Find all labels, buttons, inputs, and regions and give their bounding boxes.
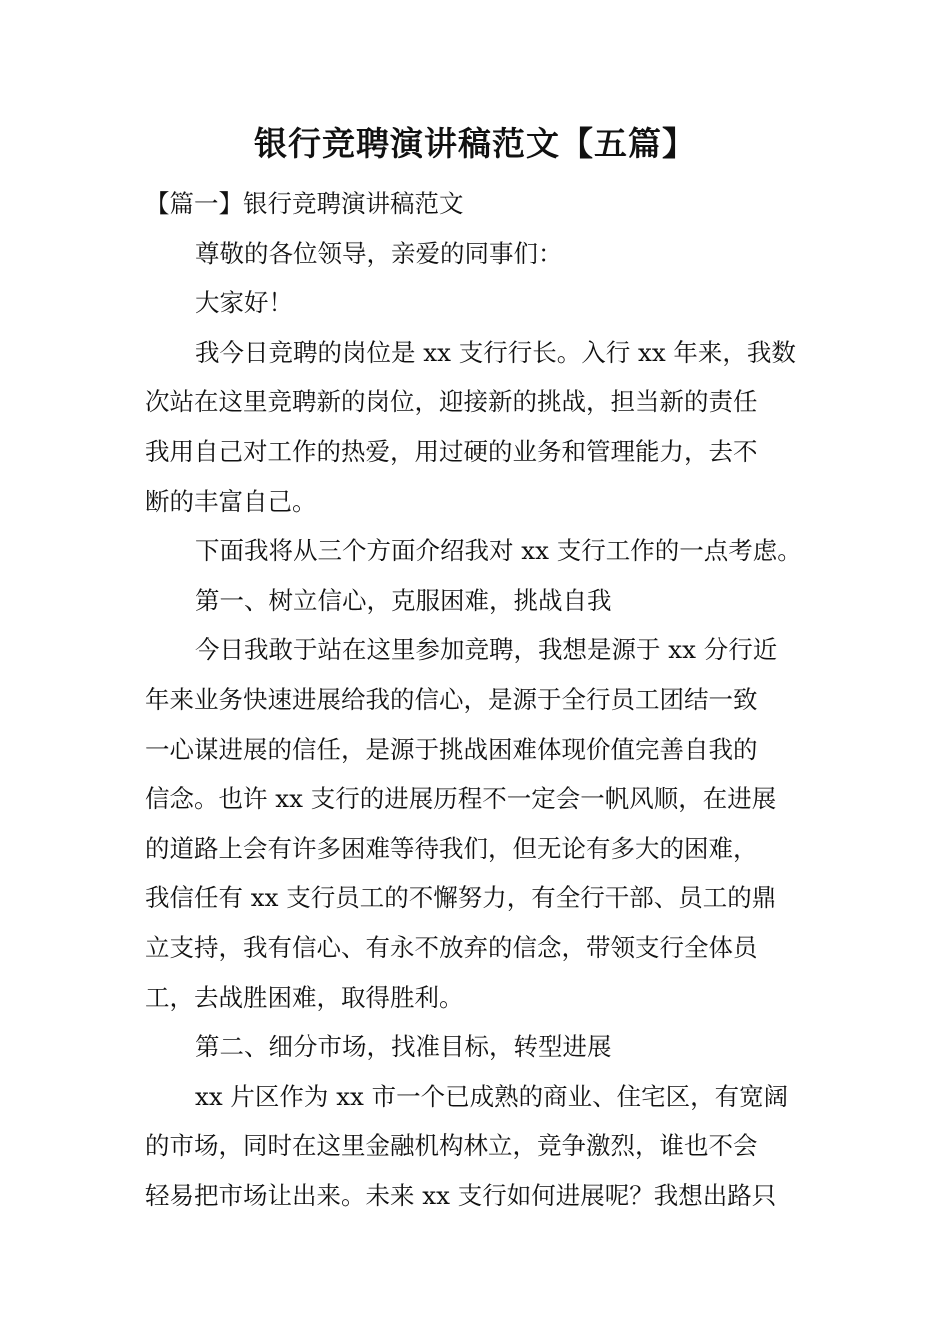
text-line: 立支持，我有信心、有永不放弃的信念，带领支行全体员 <box>145 932 758 962</box>
text-line: 一心谋进展的信任，是源于挑战困难体现价值完善自我的 <box>145 734 758 764</box>
text-line: 我用自己对工作的热爱，用过硬的业务和管理能力，去不 <box>145 436 758 466</box>
text-line: 第一、树立信心，克服困难，挑战自我 <box>195 585 612 615</box>
text-line: 断的丰富自己。 <box>145 486 317 516</box>
text-line: 次站在这里竞聘新的岗位，迎接新的挑战，担当新的责任 <box>145 387 758 417</box>
text-line: 尊敬的各位领导，亲爱的同事们： <box>195 238 563 268</box>
text-line: 的市场，同时在这里金融机构林立，竞争激烈，谁也不会 <box>145 1131 758 1161</box>
document-body <box>145 179 810 1220</box>
document-title: 银行竞聘演讲稿范文【五篇】 <box>254 124 696 163</box>
text-line: 第二、细分市场，找准目标，转型进展 <box>195 1032 612 1062</box>
text-line: 信念。也许 xx 支行的进展历程不一定会一帆风顺，在进展 <box>145 784 777 814</box>
text-line: 大家好！ <box>195 288 293 318</box>
text-line: 工，去战胜困难，取得胜利。 <box>145 982 464 1012</box>
text-line: 我信任有 xx 支行员工的不懈努力，有全行干部、员工的鼎 <box>145 883 777 913</box>
text-line: 的道路上会有许多困难等待我们，但无论有多大的困难， <box>145 833 758 863</box>
text-line: 轻易把市场让出来。未来 xx 支行如何进展呢？我想出路只 <box>145 1180 777 1210</box>
text-line: 我今日竞聘的岗位是 xx 支行行长。入行 xx 年来，我数 <box>195 337 796 367</box>
text-line: 年来业务快速进展给我的信心，是源于全行员工团结一致 <box>145 684 758 714</box>
section-heading: 【篇一】银行竞聘演讲稿范文 <box>145 189 464 218</box>
text-line: 今日我敢于站在这里参加竞聘，我想是源于 xx 分行近 <box>195 635 778 665</box>
text-line: xx 片区作为 xx 市一个已成熟的商业、住宅区，有宽阔 <box>195 1081 789 1111</box>
text-line: 下面我将从三个方面介绍我对 xx 支行工作的一点考虑。 <box>195 536 802 566</box>
